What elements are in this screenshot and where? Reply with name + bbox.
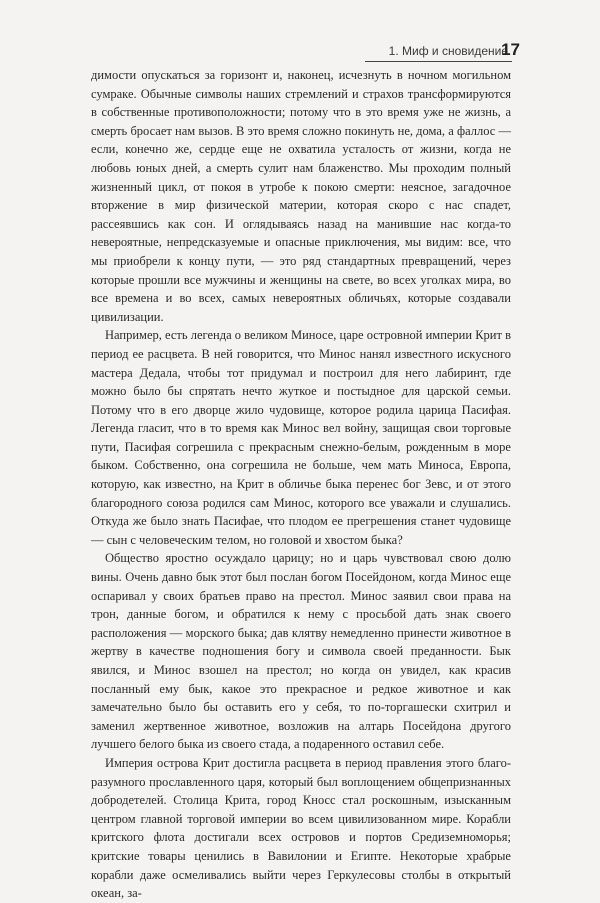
header-rule xyxy=(365,61,512,62)
paragraph-continuation: димости опускаться за горизонт и, наконец, исчезнуть в ночном могильном сумраке. Обычные символы наших стремлений и страхов трансформируются в собственные противоположности; потому что в это время уже не жизнь, а смерть бросает нам вызов. В это время сложно покинуть не, дома, а фаллос — если, конечно же, сердце еще не охватила усталость от жизни, когда не любовь юных дней, а смерть сулит нам блаженство. Мы проходим полный жизненный цикл, от покоя в утробе к покою смерти: неясное, загадочное вторжение в мир физической материи, которая скоро с нас спадет, рассеявшись как сон. И оглядываясь назад на манившие нас когда-то невероятные, непредсказуемые и опасные приключения, мы видим: все, что мы приобрели к концу пути, — это ряд стандартных превращений, через которые прошли все мужчины и женщины на свете, во всех уголках мира, во все времена и во всех, самых невероятных обличьях, которые создавали цивилизации. xyxy=(91,68,511,324)
chapter-title: 1. Миф и сновидение xyxy=(388,44,508,58)
body-text xyxy=(91,66,511,903)
running-header xyxy=(0,42,600,62)
paragraph-society-condemned: Общество яростно осуждало царицу; но и царь чувствовал свою долю вины. Очень давно бык этот был послан богом Посейдоном, когда Минос еще оспаривал у своих братьев право на престол. Минос заявил свои права на трон, данные богом, и обратился к нему с просьбой дать знак своего расположения — морского быка; дав клятву немедленно принести животное в жертву в качестве подношения богу и символа своей преданности. Бык явился, и Минос взошел на престол; но когда он увидел, как красив посланный ему бык, какое это прекрасное и редкое животное и как замечательно было бы оставить его у себя, то по-торгашески схитрил и заменил жертвенное животное, возложив на алтарь Посейдона другого лучшего белого быка из своего стада, а подаренного оставил себе. xyxy=(91,551,511,752)
page-number: 17 xyxy=(501,40,520,59)
paragraph-crete-empire: Империя острова Крит достигла расцвета в период правления этого благо- разумного прославленного царя, который был воплощением общепризнанных добродетелей. Столица Крита, город Кносс стал роскошным, изысканным центром главной торговой империи во всем цивилизованном мире. Корабли критского флота достигали всех островов и портов Средиземноморья; критские товары ценились в Вавилонии и Египте. Некоторые храбрые корабли даже осмеливались выйти через Геркулесовы столбы в открытый океан, за- xyxy=(91,755,511,901)
paragraph-minos-legend: Например, есть легенда о великом Миносе, царе островной империи Крит в период ее расцвета. В ней говорится, что Минос нанял известного искусного мастера Дедала, чтобы тот придумал и построил для него лабиринт, где можно было бы спрятать нечто жуткое и постыдное для царской семьи. Потому что в его дворце жило чудовище, которое родила царица Пасифая. Легенда гласит, что в то время как Минос вел войну, защищая свои торговые пути, Пасифая согрешила с прекрасным снежно-белым, рожденным в море быком. Собственно, она согрешила не больше, чем мать Миноса, Европа, которую, как известно, на Крит в обличье быка перенес бог Зевс, и от этого благородного союза родился сам Минос, которого все уважали и слушались. Откуда же было знать Пасифае, что плодом ее прегрешения станет чудовище — сын с человеческим телом, но головой и хвостом быка? xyxy=(91,328,511,547)
